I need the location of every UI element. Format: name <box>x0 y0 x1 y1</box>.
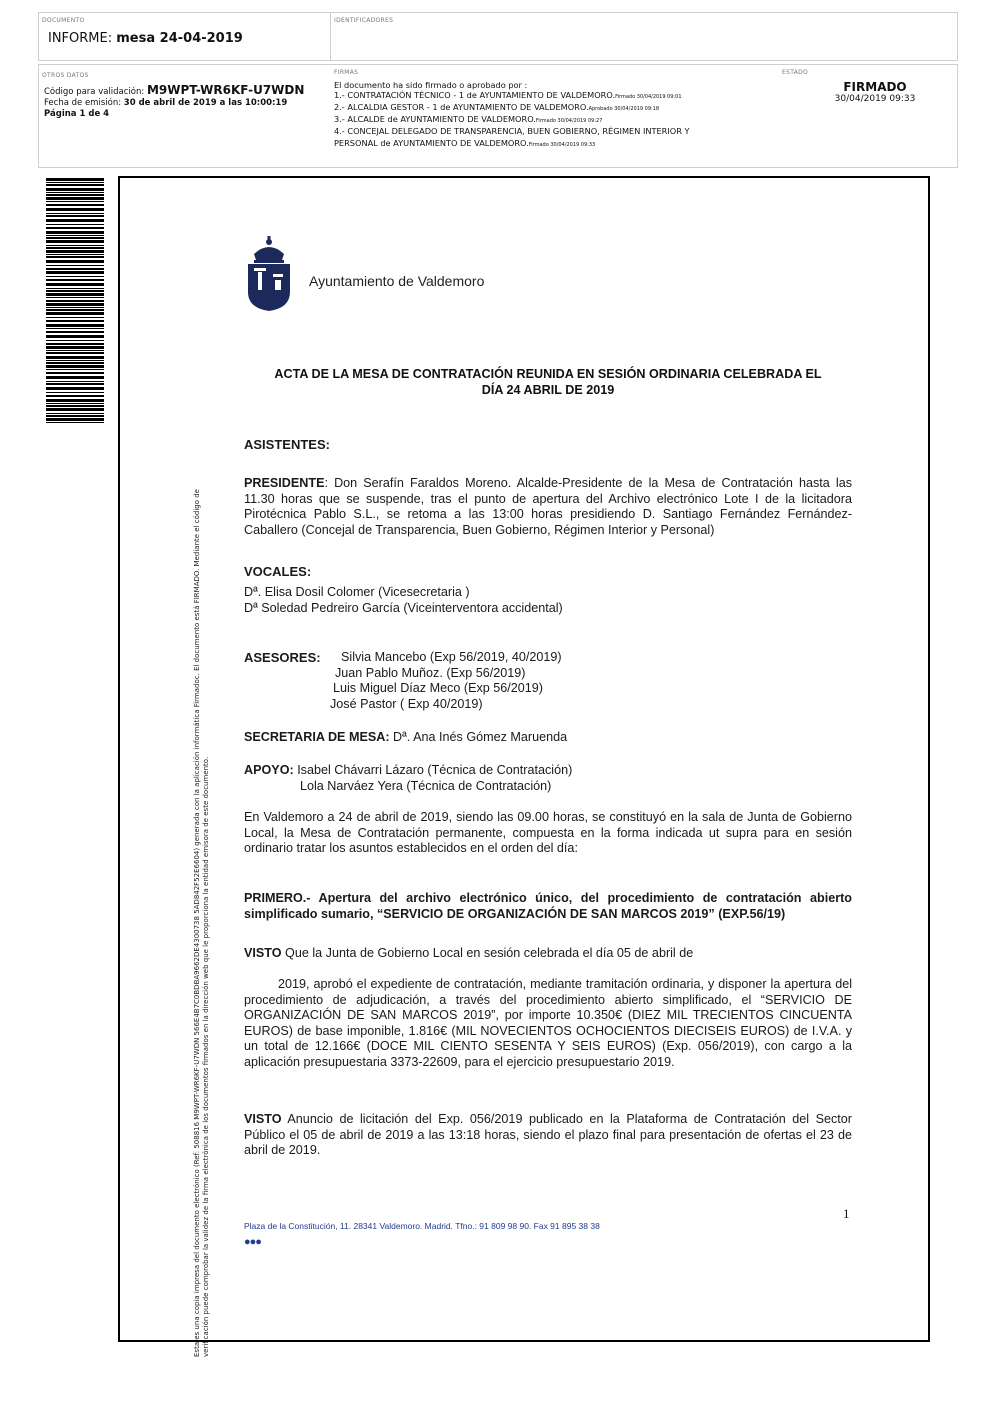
asesor-item: Juan Pablo Muñoz. (Exp 56/2019) <box>335 665 526 680</box>
side-text-line: verificación puede comprobar la validez de la firma electrónica de los documentos firmados en la dirección web que le proporciona la entidad emisora de este documento. <box>202 756 210 1357</box>
visto1-intro <box>244 946 852 962</box>
estado-value: FIRMADO <box>843 80 907 94</box>
apoyo-item: Lola Narváez Yera (Técnica de Contratación) <box>300 778 552 793</box>
vocales-heading: VOCALES: <box>244 564 312 579</box>
title-line: ACTA DE LA MESA DE CONTRATACIÓN REUNIDA EN SESIÓN ORDINARIA CELEBRADA EL <box>274 367 822 381</box>
firma-row <box>334 114 690 126</box>
firma-row <box>334 126 690 138</box>
codigo-value: M9WPT-WR6KF-U7WDN <box>146 83 305 97</box>
asesor-item: Luis Miguel Díaz Meco (Exp 56/2019) <box>333 681 543 696</box>
firma-text: PERSONAL de AYUNTAMIENTO DE VALDEMORO. <box>334 138 529 148</box>
otros-datos <box>44 85 304 120</box>
side-text-line: Esta es una copia impresa del documento electrónico (Ref: 508816 M9WPT-WR6KF-U7WDN 566E4B7C0BDBA9662DE4300738 5AD842F52E6604) generada con la aplicación informática Firmadoc. El documento está FIRMADO. Mediante el código de <box>193 489 201 1357</box>
firma-note: Aprobado 30/04/2019 09:18 <box>588 106 660 112</box>
intro-paragraph: En Valdemoro a 24 de abril de 2019, siendo las 09.00 horas, se constituyó en la sala de Junta de Gobierno Local, la Mesa de Contratación permanente, compuesta en la forma indicada ut supra para en sesión ordinario tratar los asuntos establecidos en el orden del día: <box>244 810 852 856</box>
firma-text: 4.- CONCEJAL DELEGADO DE TRANSPARENCIA, BUEN GOBIERNO, RÉGIMEN INTERIOR Y <box>334 126 690 136</box>
document-frame <box>118 176 930 1342</box>
apoyo-label: APOYO: <box>244 763 294 777</box>
firma-text: 1.- CONTRATACIÓN TÉCNICO - 1 de AYUNTAMIENTO DE VALDEMORO. <box>334 90 616 100</box>
firma-row <box>334 138 690 150</box>
otros-datos-label: OTROS DATOS <box>42 72 89 79</box>
visto-label: VISTO <box>244 946 282 960</box>
vocal-item: Dª. Elisa Dosil Colomer (Vicesecretaria ) <box>244 585 470 599</box>
visto-text: Que la Junta de Gobierno Local en sesión celebrada el día 05 de abril de <box>281 946 694 960</box>
fecha-row <box>44 98 304 109</box>
secretaria-row <box>244 730 852 746</box>
fecha-value: 30 de abril de 2019 a las 10:00:19 <box>123 98 288 108</box>
presidente-paragraph <box>244 476 852 538</box>
visto-text: Anuncio de licitación del Exp. 056/2019 publicado en la Plataforma de Contratación del Sector Público el 05 de abril de 2019 a las 13:18 horas, siendo el plazo final para presentación de ofertas el 23 de abril de 2019. <box>244 1112 852 1158</box>
asistentes-heading: ASISTENTES: <box>244 437 330 452</box>
firmas-list <box>334 80 690 150</box>
primero-heading: PRIMERO.- Apertura del archivo electrónico único, del procedimiento de contratación abierto simplificado sumario, “SERVICIO DE ORGANIZACIÓN DE SAN MARCOS 2019” (EXP.56/19) <box>244 891 852 921</box>
firma-row <box>334 90 690 102</box>
asesores-label: ASESORES: <box>244 650 321 665</box>
firma-text: 2.- ALCALDIA GESTOR - 1 de AYUNTAMIENTO DE VALDEMORO. <box>334 102 589 112</box>
codigo-row <box>44 85 304 98</box>
secretaria-value: Dª. Ana Inés Gómez Maruenda <box>389 730 568 744</box>
informe-value: mesa 24-04-2019 <box>116 31 243 46</box>
presidente-label: PRESIDENTE <box>244 476 325 490</box>
estado-block <box>820 80 930 104</box>
estado-date: 30/04/2019 09:33 <box>834 94 916 104</box>
letterhead-text: Ayuntamiento de Valdemoro <box>309 273 485 289</box>
codigo-label: Código para validación: <box>44 87 145 97</box>
firmas-label: FIRMAS <box>334 69 359 76</box>
vocal-item: Dª Soledad Pedreiro García (Viceinterventora accidental) <box>244 600 563 615</box>
documento-label: DOCUMENTO <box>42 17 85 24</box>
page-number: 1 <box>843 1206 850 1221</box>
visto1-paragraph: 2019, aprobó el expediente de contratación, mediante tramitación ordinaria, y disponer la apertura del procedimiento de adjudicación, a través del procedimiento abierto simplificado, el “SERVICIO DE ORGANIZACIÓN DE SAN MARCOS 2019”, por importe 10.350€ (DIEZ MIL TRECIENTOS CINCUENTA EUROS) de base imponible, 1.816€ (MIL NOVECIENTOS OCHOCIENTOS DIECISEIS EUROS) de I.V.A. y un total de 12.166€ (DOCE MIL CIENTO SESENTA Y SEIS EUROS) (Exp. 056/2019), con cargo a la aplicación presupuestaria 3373-22609, para el ejercicio presupuestario 2019. <box>244 977 852 1069</box>
coat-of-arms-logo <box>244 236 294 312</box>
vocales-list <box>244 585 852 616</box>
presidente-text: : Don Serafín Faraldos Moreno. Alcalde-Presidente de la Mesa de Contratación hasta las 11.30 horas que se suspende, tras el punto de apertura del Archivo electrónico Lote I de la licitadora Pirotécnica Pablo S.L., se retoma a las 13:00 horas presidiendo D. Santiago Fernández Fernández-Caballero (Concejal de Transparencia, Buen Gobierno, Régimen Interior y Personal) <box>244 476 852 537</box>
firma-note: Firmado 30/04/2019 09:27 <box>535 118 603 124</box>
secretaria-label: SECRETARIA DE MESA: <box>244 730 390 744</box>
asesor-item: José Pastor ( Exp 40/2019) <box>330 696 483 711</box>
apoyo-block <box>244 763 852 794</box>
firmas-intro: El documento ha sido firmado o aprobado por : <box>334 80 528 90</box>
firma-text: 3.- ALCALDE de AYUNTAMIENTO DE VALDEMORO. <box>334 114 536 124</box>
footer-dots: ●●● <box>244 1236 261 1248</box>
firma-note: Firmado 30/04/2019 09:01 <box>615 94 682 100</box>
estado-label: ESTADO <box>782 69 809 76</box>
asesor-item: Silvia Mancebo (Exp 56/2019, 40/2019) <box>341 650 562 664</box>
title-line: DÍA 24 ABRIL DE 2019 <box>481 383 615 397</box>
identificadores-label: IDENTIFICADORES <box>334 17 394 24</box>
informe-title <box>48 31 243 46</box>
informe-prefix: INFORME: <box>48 31 113 46</box>
apoyo-row <box>244 763 852 779</box>
fecha-label: Fecha de emisión: <box>44 98 122 108</box>
footer-address: Plaza de la Constitución, 11. 28341 Valdemoro. Madrid. Tfno.: 91 809 98 90. Fax 91 895 38 38 <box>244 1221 600 1231</box>
firma-note: Firmado 30/04/2019 09:33 <box>528 142 596 148</box>
asesores-list <box>330 650 741 712</box>
apoyo-item: Isabel Chávarri Lázaro (Técnica de Contratación) <box>297 763 573 777</box>
firma-row <box>334 102 690 114</box>
barcode <box>46 178 104 423</box>
visto-label: VISTO <box>244 1112 282 1126</box>
divider <box>330 12 331 61</box>
document-title <box>244 366 852 398</box>
visto2-paragraph <box>244 1112 852 1159</box>
pagina-label: Página 1 de 4 <box>44 109 110 119</box>
